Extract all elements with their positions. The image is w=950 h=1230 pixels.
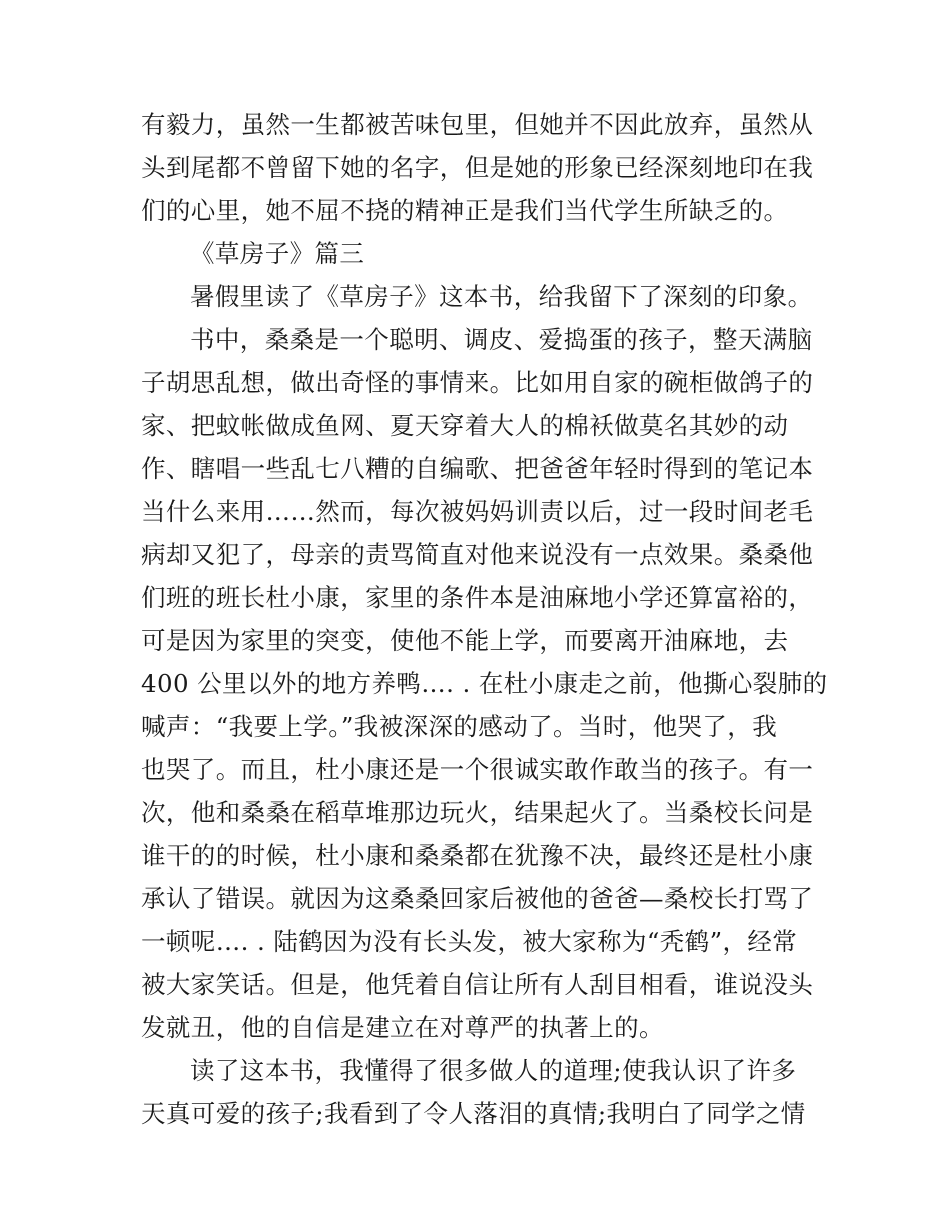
text-line: 子胡思乱想，做出奇怪的事情来。比如用自家的碗柜做鸽子的 — [141, 368, 814, 397]
text-line: 可是因为家里的突变，使他不能上学，而要离开油麻地，去 — [141, 626, 789, 655]
text-line: 被大家笑话。但是，他凭着自信让所有人刮目相看，谁说没头 — [141, 970, 814, 999]
text-line: 书中，桑桑是一个聪明、调皮、爱捣蛋的孩子，整天满脑 — [190, 325, 813, 354]
text-line: 头到尾都不曾留下她的名字，但是她的形象已经深刻地印在我 — [141, 153, 814, 182]
text-line: 天真可爱的孩子;我看到了令人落泪的真情;我明白了同学之情 — [141, 1099, 806, 1128]
text-line: 喊声：“我要上学。”我被深深的感动了。当时，他哭了，我 — [141, 712, 778, 741]
text-line: 病却又犯了，母亲的责骂简直对他来说没有一点效果。桑桑他 — [141, 540, 814, 569]
text-line: 也哭了。而且，杜小康还是一个很诚实敢作敢当的孩子。有一 — [141, 755, 814, 784]
text-line: 次，他和桑桑在稻草堆那边玩火，结果起火了。当桑校长问是 — [141, 798, 814, 827]
text-line: 谁干的的时候，杜小康和桑桑都在犹豫不决，最终还是杜小康 — [141, 841, 814, 870]
text-line: 一顿呢…. . 陆鹤因为没有长头发，被大家称为“秃鹤”，经常 — [141, 927, 798, 956]
section-heading: 《草房子》篇三 — [190, 239, 365, 268]
text-line: 们班的班长杜小康，家里的条件本是油麻地小学还算富裕的， — [141, 583, 814, 612]
text-line: 400 公里以外的地方养鸭…. . 在杜小康走之前，他撕心裂肺的 — [141, 669, 828, 698]
text-line: 作、瞎唱一些乱七八糟的自编歌、把爸爸年轻时得到的笔记本 — [141, 454, 814, 483]
text-line: 暑假里读了《草房子》这本书，给我留下了深刻的印象。 — [190, 282, 813, 311]
text-line: 发就丑，他的自信是建立在对尊严的执著上的。 — [141, 1013, 664, 1042]
text-line: 当什么来用……然而，每次被妈妈训责以后，过一段时间老毛 — [141, 497, 814, 526]
text-line: 家、把蚊帐做成鱼网、夏天穿着大人的棉袄做莫名其妙的动 — [141, 411, 789, 440]
text-line: 承认了错误。就因为这桑桑回家后被他的爸爸—桑校长打骂了 — [141, 884, 814, 913]
text-line: 们的心里，她不屈不挠的精神正是我们当代学生所缺乏的。 — [141, 196, 789, 225]
text-line: 读了这本书，我懂得了很多做人的道理;使我认识了许多 — [190, 1056, 797, 1085]
text-line: 有毅力，虽然一生都被苦味包里，但她并不因此放弃，虽然从 — [141, 110, 814, 139]
